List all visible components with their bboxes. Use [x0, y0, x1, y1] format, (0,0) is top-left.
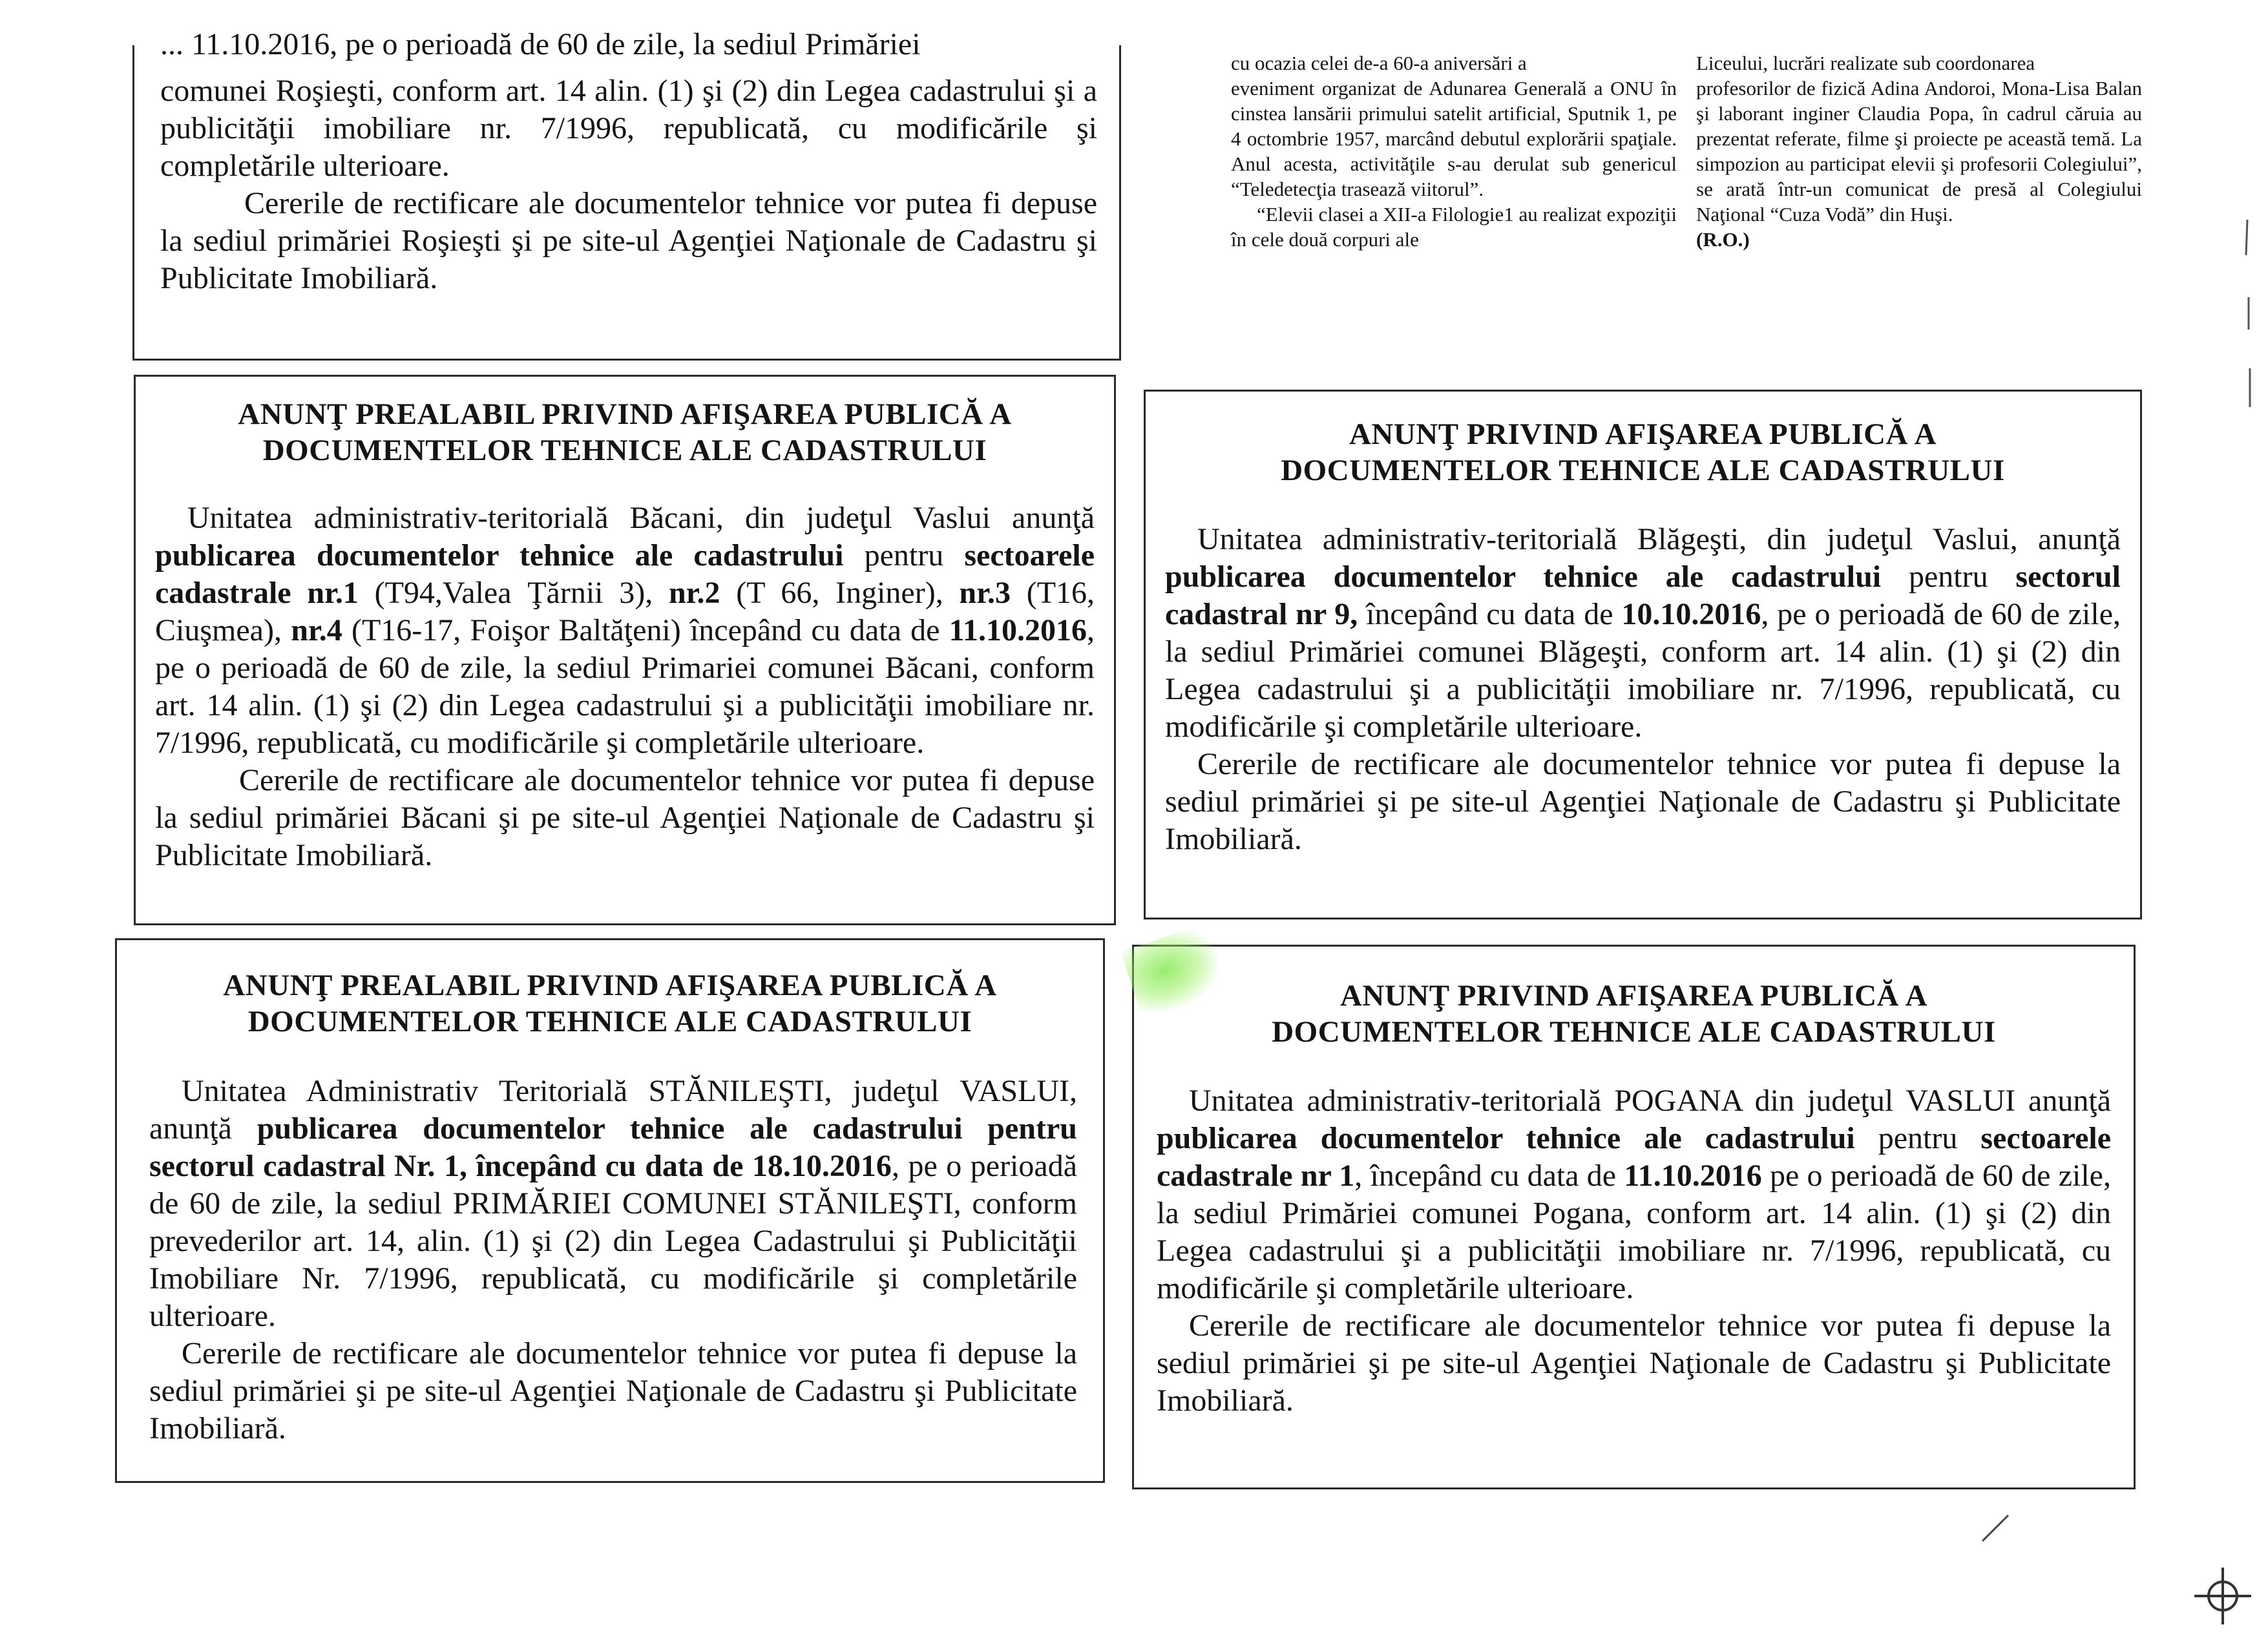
bold-run: sectoarele cadastrale nr.1: [155, 538, 1095, 610]
announcement-bacani: [134, 375, 1116, 925]
announcement-title-line-1: ANUNŢ PREALABIL PRIVIND AFIŞAREA PUBLICĂ A: [223, 969, 997, 1002]
announcement-title: [1147, 978, 2121, 1050]
text-run: (T16, Ciuşmea),: [155, 576, 1095, 647]
text-run: , începând cu data de: [1354, 1159, 1624, 1193]
bold-run: 11.10.2016: [1624, 1159, 1762, 1193]
cut-line: ... 11.10.2016, pe o perioadă de 60 de zile, la sediul Primăriei: [160, 27, 921, 61]
fragment-text: [160, 72, 1097, 297]
text-run: pentru: [843, 538, 965, 572]
news-middle-paragraph-2: “Elevii clasei a XII-a Filologie1 au realizat expoziţii în cele două corpuri ale: [1231, 203, 1677, 251]
news-column-middle: [1231, 52, 1677, 310]
fragment-paragraph-2: Cererile de rectificare ale documentelor tehnice vor putea fi depuse la sediul primăriei Roşieşti şi pe site-ul Agenţiei Naţionale de Cadastru şi Publicitate Imobiliară.: [160, 186, 1097, 295]
edge-tick: [2246, 220, 2247, 255]
bold-run: 11.10.2016: [949, 613, 1087, 647]
announcement-paragraph-1: [155, 499, 1095, 762]
bold-run: nr.4: [291, 613, 342, 647]
text-run: Unitatea administrativ-teritorială Băcani, din judeţul Vaslui anunţă: [187, 501, 1095, 535]
text-run: Unitatea administrativ-teritorială Blăgeşti, din judeţul Vaslui, anunţă: [1197, 522, 2121, 556]
text-run: (T16-17, Foişor Baltăţeni) începând cu data de: [342, 613, 949, 647]
announcement-title-line-2: DOCUMENTELOR TEHNICE ALE CADASTRULUI: [1272, 1015, 1996, 1049]
text-run: pentru: [1881, 560, 2016, 594]
announcement-title-line-1: ANUNŢ PREALABIL PRIVIND AFIŞAREA PUBLICĂ A: [238, 397, 1012, 431]
text-run: (T 66, Inginer),: [720, 576, 960, 610]
bold-run: sectorul cadastral nr 9,: [1165, 560, 2121, 631]
pen-stroke: [1977, 1509, 2016, 1548]
text-run: , pe o perioadă de 60 de zile, la sediul PRIMĂRIEI COMUNEI STĂNILEŞTI, conform prevederilor art. 14, alin. (1) şi (2) din Legea Cadastrului şi Publicităţii Imobiliare Nr. 7/1996, republicată, cu modificările şi completările ulterioare.: [149, 1149, 1077, 1333]
bold-run: nr.2: [668, 576, 720, 610]
text-run: , pe o perioadă de 60 de zile, la sediul Primariei comunei Băcani, conform art. 14 alin. (1) şi (2) din Legea cadastrului şi a publicităţii imobiliare nr. 7/1996, republicată, cu modificările şi completările ulterioare.: [155, 613, 1095, 760]
announcement-blagesti: [1144, 390, 2142, 919]
announcement-title: [149, 396, 1101, 468]
text-run: , pe o perioadă de 60 de zile, la sediul Primăriei comunei Blăgeşti, conform art. 14 alin. (1) şi (2) din Legea cadastrului şi a publicităţii imobiliare nr. 7/1996, republicată, cu modificările şi completările ulterioare.: [1165, 597, 2121, 744]
announcement-paragraph-2: Cererile de rectificare ale documentelor tehnice vor putea fi depuse la sediul primăriei şi pe site-ul Agenţiei Naţionale de Cadastru şi Publicitate Imobiliară.: [1165, 747, 2121, 856]
bold-run: nr.3: [959, 576, 1011, 610]
bold-run: publicarea documentelor tehnice ale cadastrului pentru sectorul cadastral Nr. 1, începând cu data de 18.10.2016: [149, 1111, 1077, 1183]
announcement-title-line-2: DOCUMENTELOR TEHNICE ALE CADASTRULUI: [247, 1005, 972, 1038]
announcement-title: [130, 967, 1090, 1040]
announcement-body: [149, 1073, 1077, 1447]
announcement-paragraph-1: [1165, 521, 2121, 746]
announcement-paragraph-1: [1157, 1082, 2111, 1307]
text-run: Unitatea administrativ-teritorială POGANA din judeţul VASLUI anunţă: [1189, 1084, 2111, 1118]
text-run: pe o perioadă de 60 de zile, la sediul Primăriei comunei Pogana, conform art. 14 alin. (1) şi (2) din Legea cadastrului şi a publicităţii imobiliare nr. 7/1996, republicată, cu modificările şi completările ulterioare.: [1157, 1159, 2111, 1305]
bold-run: publicarea documentelor tehnice ale cadastrului: [1165, 560, 1882, 594]
bold-run: publicarea documentelor tehnice ale cadastrului: [155, 538, 844, 572]
bold-run: 10.10.2016: [1621, 597, 1761, 631]
bold-run: publicarea documentelor tehnice ale cadastrului: [1157, 1121, 1855, 1155]
news-column-right: [1696, 52, 2142, 310]
announcement-paragraph-2: Cererile de rectificare ale documentelor tehnice vor putea fi depuse la sediul primăriei şi pe site-ul Agenţiei Naţionale de Cadastru şi Publicitate Imobiliară.: [149, 1336, 1077, 1445]
announcement-stanilesti: [115, 938, 1105, 1483]
registration-crosshair-icon: [2190, 1564, 2255, 1628]
news-middle-paragraph-1: eveniment organizat de Adunarea Generală a ONU în cinstea lansării primului satelit artificial, Sputnik 1, pe 4 octombrie 1957, marcând debutul explorării spaţiale. Anul acesta, activităţile s-au derulat sub genericul “Teledetecţia trasează viitorul”.: [1231, 77, 1677, 200]
announcement-body: [155, 499, 1095, 874]
announcement-paragraph-2: Cererile de rectificare ale documentelor tehnice vor putea fi depuse la sediul primăriei Băcani şi pe site-ul Agenţiei Naţionale de Cadastru şi Publicitate Imobiliară.: [155, 763, 1095, 872]
news-middle-cut: cu ocazia celei de-a 60-a aniversări a: [1231, 52, 1527, 74]
announcement-paragraph-1: [149, 1073, 1077, 1335]
text-run: începând cu data de: [1358, 597, 1622, 631]
news-right-text: [1696, 50, 2142, 252]
text-run: (T94,Valea Ţărnii 3),: [358, 576, 669, 610]
announcement-title-line-1: ANUNŢ PRIVIND AFIŞAREA PUBLICĂ A: [1339, 979, 1928, 1013]
text-run: pentru: [1854, 1121, 1981, 1155]
fragment-paragraph-1: comunei Roşieşti, conform art. 14 alin. (1) şi (2) din Legea cadastrului şi a publicităţii imobiliare nr. 7/1996, republicată, cu modificările şi completările ulterioare.: [160, 74, 1097, 183]
news-middle-text: [1231, 50, 1677, 252]
announcement-pogana: [1132, 945, 2136, 1489]
announcement-title: [1159, 416, 2127, 488]
announcement-paragraph-2: Cererile de rectificare ale documentelor tehnice vor putea fi depuse la sediul primăriei şi pe site-ul Agenţiei Naţionale de Cadastru şi Publicitate Imobiliară.: [1157, 1308, 2111, 1418]
scan-edge-marks: [2236, 207, 2262, 414]
text-run: Unitatea Administrativ Teritorială STĂNILEŞTI, judeţul VASLUI, anunţă: [149, 1074, 1077, 1146]
news-right-paragraph-1: profesorilor de fizică Adina Andoroi, Mona-Lisa Balan şi laborant inginer Claudia Popa, în cadrul căruia au prezentat referate, filme şi proiecte pe această temă. La simpozion au participat elevii şi profesorii Colegiului”, se arată într-un comunicat de presă al Colegiului Naţional “Cuza Vodă” din Huşi.: [1696, 77, 2142, 226]
announcement-title-line-2: DOCUMENTELOR TEHNICE ALE CADASTRULUI: [1281, 454, 2005, 487]
cut-line-clip: [160, 27, 1097, 71]
announcement-body: [1165, 521, 2121, 858]
fragment-box-rosiesti: [132, 27, 1121, 361]
bold-run: sectoarele cadastrale nr 1: [1157, 1121, 2112, 1193]
news-right-signature: (R.O.): [1696, 228, 1750, 251]
announcement-title-line-1: ANUNŢ PRIVIND AFIŞAREA PUBLICĂ A: [1349, 417, 1937, 451]
announcement-title-line-2: DOCUMENTELOR TEHNICE ALE CADASTRULUI: [262, 434, 987, 467]
news-right-cut: Liceului, lucrări realizate sub coordonarea: [1696, 52, 2035, 74]
announcement-body: [1157, 1082, 2111, 1420]
